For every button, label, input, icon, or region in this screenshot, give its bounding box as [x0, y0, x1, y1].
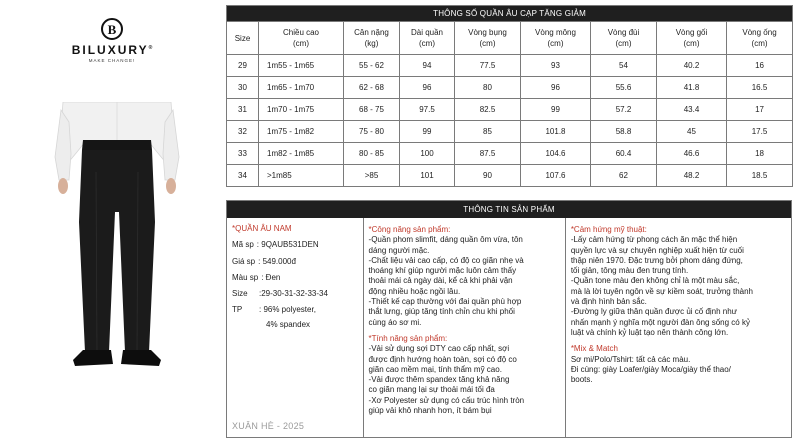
text-line: -Quần phom slimfit, dáng quần ôm vừa, tôn [368, 235, 523, 245]
spec-material [232, 305, 358, 315]
header-text: Chiều cao [282, 28, 320, 37]
table-cell: 1m65 - 1m70 [259, 77, 344, 99]
table-cell: 16 [727, 55, 793, 77]
right-shoe [121, 350, 161, 366]
header-text: (cm) [615, 39, 632, 48]
brand-name-text: BILUXURY [71, 43, 149, 57]
inspiration-text [571, 235, 786, 338]
features-heading: *Tính năng sản phẩm: [368, 333, 448, 343]
brand-logo-icon: B [101, 18, 123, 40]
table-cell: >1m85 [259, 165, 344, 187]
trousers-product-image [53, 102, 181, 372]
header-text: Vòng mông [535, 28, 576, 37]
text-line: -Đường ly giữa thân quần được ủi cố định như [570, 307, 738, 317]
header-text: (cm) [419, 39, 435, 48]
brand-tagline: MAKE CHANGE! [88, 58, 136, 63]
table-cell: 45 [657, 121, 727, 143]
text-line: giãn cao mềm mại, tính thẩm mỹ cao. [368, 364, 502, 374]
left-shoe [73, 350, 113, 366]
table-cell: 80 [455, 77, 521, 99]
table-cell: 62 [591, 165, 657, 187]
table-cell: 96 [400, 77, 455, 99]
table-row [227, 121, 793, 143]
table-cell: 17.5 [727, 121, 793, 143]
size-chart-header-row [227, 22, 793, 55]
spec-label: Màu sp [232, 272, 259, 282]
table-cell: 31 [227, 99, 259, 121]
header-text: Vòng gối [675, 28, 708, 37]
table-cell: 101.8 [521, 121, 591, 143]
features-text [369, 344, 560, 416]
table-cell: 46.6 [657, 143, 727, 165]
table-row [227, 165, 793, 187]
size-chart-header-cell [521, 22, 591, 55]
table-row [227, 99, 793, 121]
size-chart-header-cell [259, 22, 344, 55]
brand-logo [62, 18, 162, 63]
text-line: giúp vải khô nhanh hơn, ít bám bụi [368, 406, 492, 416]
header-text: Size [234, 33, 251, 43]
text-line: dáng người mặc. [368, 245, 430, 255]
table-cell: 104.6 [521, 143, 591, 165]
text-line: thoáng khí giúp người mặc luôn cảm thấy [368, 266, 517, 276]
table-cell: 1m55 - 1m65 [259, 55, 344, 77]
season-label: XUÂN HÈ - 2025 [232, 421, 305, 431]
size-chart-header-cell [400, 22, 455, 55]
table-cell: 97.5 [400, 99, 455, 121]
text-line: thoải mái cả ngày dài, kể cả khi phải vận [368, 276, 513, 286]
spec-label: Mã sp [232, 240, 254, 250]
header-text: Cân nặng [354, 28, 389, 37]
spec-value: 4% spandex [266, 319, 311, 329]
header-text: Dài quần [410, 28, 444, 37]
table-cell: 99 [521, 99, 591, 121]
table-cell: 58.8 [591, 121, 657, 143]
size-chart-header-cell [657, 22, 727, 55]
spec-label: Size [232, 289, 248, 299]
inspiration-heading: *Cảm hứng mỹ thuật: [570, 225, 647, 234]
header-text: (cm) [479, 39, 496, 48]
table-row [227, 143, 793, 165]
product-inspiration-column [566, 218, 791, 438]
spec-value: : 96% polyester, [259, 305, 316, 315]
table-cell: 96 [521, 77, 591, 99]
table-cell: 90 [455, 165, 521, 187]
text-line: Sơ mi/Polo/Tshirt: tất cả các màu. [570, 354, 691, 364]
design-heading: *Công năng sản phẩm: [368, 225, 451, 234]
product-name: *QUẦN ÂU NAM [232, 224, 292, 233]
table-cell: 75 - 80 [344, 121, 400, 143]
table-cell: 43.4 [657, 99, 727, 121]
header-text: (cm) [293, 39, 309, 48]
text-line: -Chất liệu vải cao cấp, có độ co giãn nhẹ và [368, 255, 524, 265]
table-cell: 87.5 [455, 143, 521, 165]
table-cell: 85 [455, 121, 521, 143]
text-line: cùng áo sơ mi. [368, 317, 422, 327]
table-cell: 82.5 [455, 99, 521, 121]
spec-size [232, 289, 358, 299]
size-chart-header-cell [455, 22, 521, 55]
header-text: (cm) [751, 39, 768, 48]
table-cell: 55 - 62 [344, 55, 400, 77]
trouser-legs [79, 150, 155, 352]
size-chart-title: THÔNG SỐ QUẦN ÂU CẠP TĂNG GIẢM [227, 6, 793, 22]
table-cell: 54 [591, 55, 657, 77]
table-cell: 1m70 - 1m75 [259, 99, 344, 121]
table-cell: 62 - 68 [344, 77, 400, 99]
table-cell: 68 - 75 [344, 99, 400, 121]
table-cell: >85 [344, 165, 400, 187]
text-line: boots. [570, 375, 593, 385]
table-cell: 30 [227, 77, 259, 99]
mix-heading: *Mix & Match [570, 344, 618, 354]
spec-color [232, 273, 358, 283]
text-line: -Quần tone màu đen không chỉ là một màu sắc, [570, 276, 740, 286]
table-cell: 60.4 [591, 143, 657, 165]
text-line: Đi cùng: giày Loafer/giày Moca/giày thể thao/ [570, 364, 731, 374]
size-chart-header-cell [227, 22, 259, 55]
text-line: và định hình bản sắc. [570, 297, 647, 307]
product-function-column [364, 218, 566, 438]
table-row [227, 77, 793, 99]
brand-name [62, 43, 162, 57]
text-line: -Lấy cảm hứng từ phong cách ăn mặc thể hiện [570, 235, 738, 245]
table-cell: 57.2 [591, 99, 657, 121]
table-cell: 32 [227, 121, 259, 143]
spec-value: : Đen [261, 272, 281, 282]
product-info-panel [226, 200, 792, 438]
product-info-title: THÔNG TIN SẢN PHẨM [227, 201, 791, 218]
text-line: -Vải được thêm spandex tăng khả năng [368, 375, 510, 385]
size-chart-body [227, 55, 793, 187]
text-line: nhấn mạnh ý nghĩa một người đàn ông sống có kỷ [570, 317, 750, 327]
table-cell: 1m82 - 1m85 [259, 143, 344, 165]
right-hand [166, 178, 176, 194]
table-cell: 77.5 [455, 55, 521, 77]
text-line: co giãn mang lại sự thoải mái tối đa [368, 385, 495, 395]
table-cell: 99 [400, 121, 455, 143]
text-line: thắt lưng, giúp tăng tính chỉn chu khi phối [368, 307, 515, 317]
table-cell: 1m75 - 1m82 [259, 121, 344, 143]
table-row [227, 55, 793, 77]
table-cell: 94 [400, 55, 455, 77]
size-chart-header-cell [344, 22, 400, 55]
header-text: (cm) [683, 39, 700, 48]
header-text: Vòng ống [742, 28, 777, 37]
product-specs-column [227, 218, 364, 438]
table-cell: 40.2 [657, 55, 727, 77]
text-line: được định hướng hoàn toàn, sợi có độ co [368, 354, 517, 364]
text-line: luật và chính kỷ luật tạo nên thành công lớn. [570, 327, 729, 337]
header-text: Vòng bụng [468, 28, 507, 37]
table-cell: 101 [400, 165, 455, 187]
table-cell: 41.8 [657, 77, 727, 99]
text-line: -Vải sử dụng sợi DTY cao cấp nhất, sợi [368, 344, 510, 354]
size-chart-header-cell [727, 22, 793, 55]
size-chart-table [226, 5, 793, 187]
table-cell: 16.5 [727, 77, 793, 99]
table-cell: 33 [227, 143, 259, 165]
table-cell: 80 - 85 [344, 143, 400, 165]
spec-value: : 549.000đ [258, 256, 296, 266]
text-line: -Thiết kế cạp thường với đai quần phù hợp [368, 297, 522, 307]
header-text: Vòng đùi [607, 28, 640, 37]
table-cell: 29 [227, 55, 259, 77]
table-cell: 100 [400, 143, 455, 165]
registered-mark: ® [148, 45, 153, 51]
design-text [369, 235, 560, 328]
table-cell: 93 [521, 55, 591, 77]
text-line: quyền lực và sự chuyên nghiệp xuất hiện từ cuối [570, 245, 744, 255]
left-hand [58, 178, 68, 194]
table-cell: 55.6 [591, 77, 657, 99]
table-cell: 48.2 [657, 165, 727, 187]
mix-text [571, 355, 786, 386]
text-line: thập niên 1970. Đặc trưng bởi phom dáng đứng, [570, 255, 743, 265]
table-cell: 18 [727, 143, 793, 165]
spec-label: Giá sp [232, 256, 256, 266]
spec-value: : 9QAUB531DEN [256, 240, 319, 250]
text-line: động nhiều hoặc ngồi lâu. [368, 286, 461, 296]
table-cell: 17 [727, 99, 793, 121]
size-chart-header-cell [591, 22, 657, 55]
spec-code [232, 240, 358, 250]
header-text: (cm) [547, 39, 564, 48]
table-cell: 107.6 [521, 165, 591, 187]
spec-material-cont [232, 320, 358, 330]
spec-label: TP [232, 305, 243, 315]
spec-price [232, 257, 358, 267]
text-line: -Xơ Polyester sử dụng có cấu trúc hình tròn [368, 395, 525, 405]
waistband [82, 140, 152, 150]
text-line: mà là lời tuyên ngôn về sự kiềm soát, trưởng thành [570, 286, 753, 296]
header-text: (kg) [364, 39, 379, 48]
text-line: tối giản, tông màu đen trung tính. [570, 266, 689, 276]
table-cell: 34 [227, 165, 259, 187]
spec-value: :29-30-31-32-33-34 [259, 289, 328, 299]
table-cell: 18.5 [727, 165, 793, 187]
